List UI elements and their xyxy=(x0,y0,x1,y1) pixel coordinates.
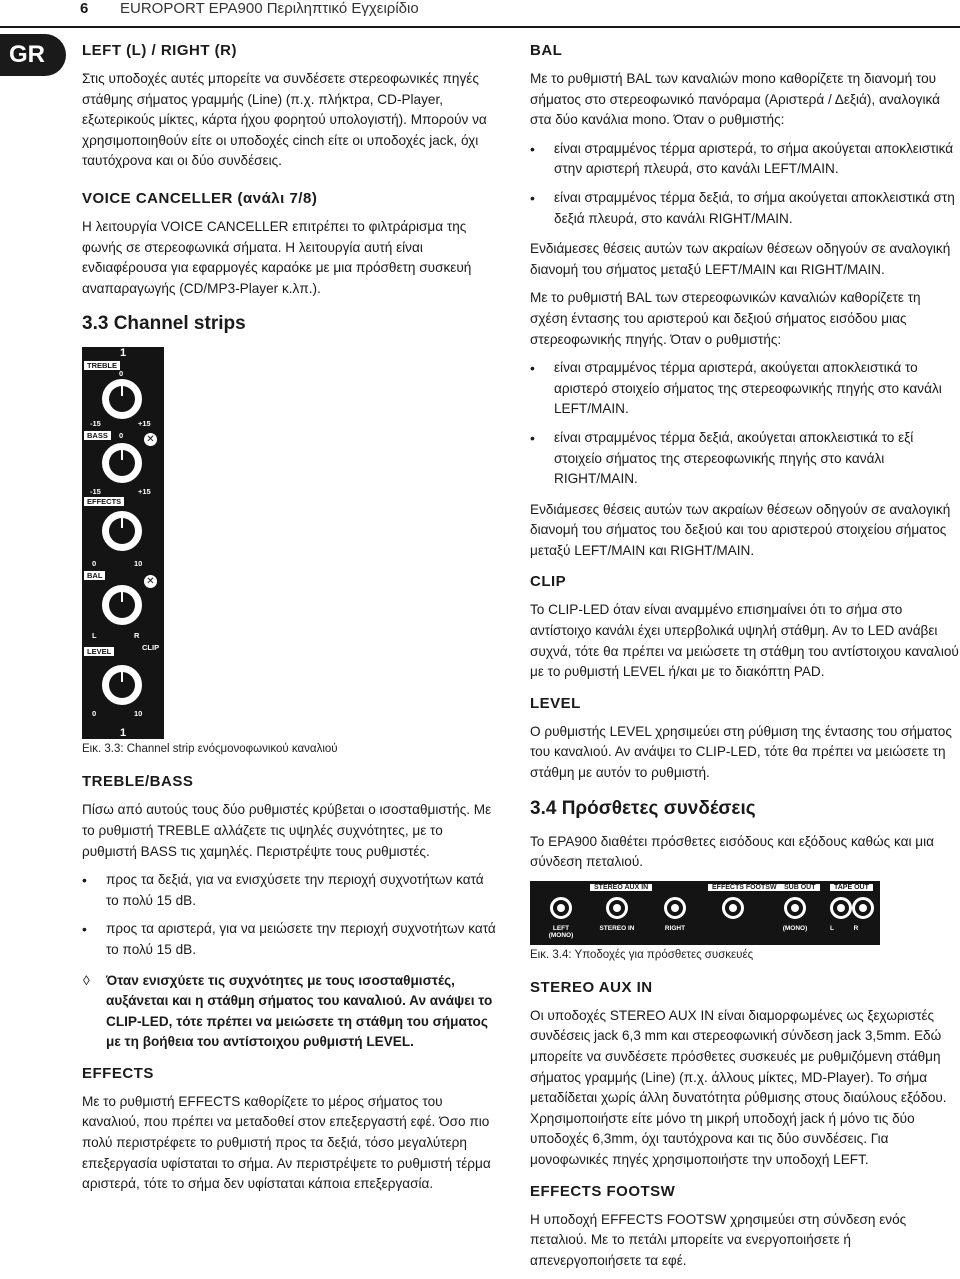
note-diamond-icon: ◊ xyxy=(83,972,90,988)
effects-max: 10 xyxy=(134,559,143,569)
page-number: 6 xyxy=(80,0,89,17)
bal-knob xyxy=(102,585,142,625)
list-item: • προς τα αριστερά, για να μειώσετε την περιοχή συχνοτήτων κατά το πολύ 15 dB. xyxy=(82,919,498,960)
bal-heading: BAL xyxy=(530,42,563,59)
clip-heading: CLIP xyxy=(530,573,567,591)
effects-label: EFFECTS xyxy=(84,497,124,506)
bal-r: R xyxy=(134,631,140,641)
bal-text-4: Ενδιάμεσες θέσεις αυτών των ακραίων θέσεων οδηγούν σε αναλογική διανομή του σήματος του δεξιού και του αριστερού στοιχείου σήματος μεταξύ LEFT/MAIN και RIGHT/MAIN. xyxy=(530,501,951,558)
treble-bass-list xyxy=(82,870,498,960)
level-heading: LEVEL xyxy=(530,694,581,712)
bass-label: BASS xyxy=(84,431,111,440)
treble-label: TREBLE xyxy=(84,361,120,370)
treble-min: -15 xyxy=(90,419,101,429)
stereo-aux-in-label: STEREO AUX IN xyxy=(590,884,652,891)
treble-bass-heading: TREBLE/BASS xyxy=(82,773,194,791)
right-jack-icon xyxy=(664,897,686,919)
effects-footsw-label: EFFECTS FOOTSW xyxy=(708,884,781,891)
section-3-4-text: Το EPA900 διαθέτει πρόσθετες εισόδους και εξόδους καθώς και μια σύνδεση πεταλιού. xyxy=(530,833,934,870)
bass-max: +15 xyxy=(138,487,151,497)
treble-bass-text: Πίσω από αυτούς τους δύο ρυθμιστές κρύβεται ο ισοσταθμιστής. Με το ρυθμιστή TREBLE αλλάζετε τις υψηλές συχνότητες, με το ρυθμιστή BASS τις χαμηλές. Περιστρέψτε τους ρυθμιστές. xyxy=(82,802,492,859)
effects-text: Με το ρυθμιστή EFFECTS καθορίζετε το μέρος σήματος του καναλιού, που πρέπει να μεταδοθεί στον επεξεργαστή εφέ. Όσο πιο πολύ περιστρέφετε το ρυθμιστή προς τα δεξιά, τόσο μεγαλύτερη επεξεργασία υφίσταται το σήμα. Αν περιστρέψετε το ρυθμιστή τέρμα αριστερά, τότε το σήμα δεν υφίσταται κάποια επεξεργασία. xyxy=(82,1093,491,1192)
bal-list-2 xyxy=(530,358,960,490)
effects-min: 0 xyxy=(92,559,97,569)
section-3-3-heading: 3.3 Channel strips xyxy=(82,313,246,335)
connector-panel-figure xyxy=(530,881,880,945)
bal-l: L xyxy=(92,631,97,641)
tape-l-label: L xyxy=(830,924,834,932)
level-min: 0 xyxy=(92,709,97,719)
bass-knob xyxy=(102,443,142,483)
tape-out-label: TAPE OUT xyxy=(830,884,873,891)
tape-out-r-jack-icon xyxy=(852,897,874,919)
tape-out-l-jack-icon xyxy=(830,897,852,919)
footsw-heading: EFFECTS FOOTSW xyxy=(530,1182,676,1200)
aux-heading: STEREO AUX IN xyxy=(530,978,653,996)
tape-r-label: R xyxy=(853,924,859,932)
lr-text: Στις υποδοχές αυτές μπορείτε να συνδέσετε στερεοφωνικές πηγές στάθμης σήματος γραμμής (Line) (π.χ. πλήκτρα, CD-Player, εξωτερικούς μίκτες, κάρτα ήχου φορητού υπολογιστή). Μπορούν να χρησιμοποιηθούν είτε οι υποδοχές cinch είτε οι υποδοχές jack, όχι ταυτόχρονα και οι δύο συνδέσεις. xyxy=(82,71,487,169)
stereo-in-label: STEREO IN xyxy=(599,924,635,932)
footsw-text: Η υποδοχή EFFECTS FOOTSW χρησιμεύει στη σύνδεση ενός πεταλιού. Με το πετάλι μπορείτε να ενεργοποιήσετε ή απενεργοποιήσετε τα εφέ. xyxy=(530,1211,907,1268)
list-item: • είναι στραμμένος τέρμα αριστερά, ακούγεται αποκλειστικά το αριστερό στοιχείο σήματος της στερεοφωνικής πηγής στο κανάλι LEFT/MAIN. xyxy=(530,358,960,420)
stereo-in-jack-icon xyxy=(606,897,628,919)
bal-screw-icon: ✕ xyxy=(144,575,157,588)
sub-out-label: SUB OUT xyxy=(780,884,820,891)
left-column xyxy=(82,40,498,1203)
section-3-4-heading: 3.4 Πρόσθετες συνδέσεις xyxy=(530,797,756,819)
vc-heading: VOICE CANCELLER (ανάλι 7/8) xyxy=(82,189,318,207)
strip-channel-number: 1 xyxy=(119,347,127,360)
mono-label: (MONO) xyxy=(782,924,808,932)
treble-knob xyxy=(102,379,142,419)
treble-zero: 0 xyxy=(119,369,124,379)
strip-caption: Εικ. 3.3: Channel strip ενόςμονοφωνικού καναλιού xyxy=(82,743,338,756)
panel-caption: Εικ. 3.4: Υποδοχές για πρόσθετες συσκευές xyxy=(530,948,754,961)
level-knob xyxy=(102,665,142,705)
list-item: • είναι στραμμένος τέρμα δεξιά, ακούγεται αποκλειστικά το εξί στοιχείο σήματος της στερεοφωνικής πηγής στο κανάλι RIGHT/MAIN. xyxy=(530,428,960,490)
level-label: LEVEL xyxy=(84,647,114,656)
treble-max: +15 xyxy=(138,419,151,429)
level-max: 10 xyxy=(134,709,143,719)
left-jack-icon xyxy=(550,897,572,919)
list-item: • είναι στραμμένος τέρμα αριστερά, το σήμα ακούγεται αποκλειστικά στην αριστερή πλευρά, στο κανάλι LEFT/MAIN. xyxy=(530,139,960,180)
bal-label: BAL xyxy=(84,571,105,580)
language-tab: GR xyxy=(0,34,66,76)
bass-screw-icon: ✕ xyxy=(144,433,157,446)
right-label: RIGHT xyxy=(664,924,686,932)
header-rule xyxy=(0,26,960,28)
bal-text-3: Με το ρυθμιστή BAL των στερεοφωνικών καναλιών καθορίζετε τη σχέση έντασης του αριστερού και δεξιού σήματος εισόδου μιας στερεοφωνικής πηγής. Όταν ο ρυθμιστής: xyxy=(530,290,921,347)
aux-text: Οι υποδοχές STEREO AUX IN είναι διαμορφωμένες ως ξεχωριστές συνδέσεις jack 6,3 mm και στερεοφωνική σύνδεση jack 3,5mm. Εδώ μπορείτε να συνδέσετε πρόσθετες συσκευές με ρυθμιζόμενη στάθμη σήματος γραμμής (Line) (π.χ. άλλους μίκτες, MD-Player). Το σήμα μεταδίδεται χωρίς άλλη δυνατότητα ρύθμισης στους διαύλους εξόδου. Χρησιμοποιήστε είτε μόνο τη μικρή υποδοχή jack ή μόνο τις δύο υποδοχές 6,3mm, όχι ταυτόχρονα και τις δύο συνδέσεις. Για μονοφωνικές πηγές χρησιμοποιήστε την υποδοχή LEFT. xyxy=(530,1007,947,1167)
running-title: EUROPORT EPA900 Περιληπτικό Εγχειρίδιο xyxy=(120,0,419,17)
lr-heading: LEFT (L) / RIGHT (R) xyxy=(82,42,237,59)
bal-text-2: Ενδιάμεσες θέσεις αυτών των ακραίων θέσεων οδηγούν σε αναλογική διανομή του σήματος μεταξύ LEFT/MAIN και RIGHT/MAIN. xyxy=(530,241,951,277)
strip-channel-number-bottom: 1 xyxy=(119,727,127,740)
left-mono-label: LEFT (MONO) xyxy=(548,924,574,939)
sub-out-jack-icon xyxy=(784,897,806,919)
channel-strip-figure xyxy=(82,347,164,739)
list-item: • είναι στραμμένος τέρμα δεξιά, το σήμα ακούγεται αποκλειστικά στη δεξιά πλευρά, στο κανάλι RIGHT/MAIN. xyxy=(530,188,960,229)
list-item: • προς τα δεξιά, για να ενισχύσετε την περιοχή συχνοτήτων κατά το πολύ 15 dB. xyxy=(82,870,498,911)
effects-heading: EFFECTS xyxy=(82,1064,154,1082)
bass-zero: 0 xyxy=(119,431,124,441)
bal-list-1 xyxy=(530,139,960,229)
effects-knob xyxy=(102,511,142,551)
level-text: Ο ρυθμιστής LEVEL χρησιμεύει στη ρύθμιση της έντασης του σήματος του καναλιού. Αν ανάψει το CLIP-LED, τότε θα πρέπει να μειώσετε τη στάθμη με αυτόν το ρυθμιστή. xyxy=(530,723,952,781)
vc-text: Η λειτουργία VOICE CANCELLER επιτρέπει το φιλτράρισμα της φωνής σε στερεοφωνικά σήματα. Η λειτουργία αυτή είναι ενδιαφέρουσα για εφαρμογές καραόκε με μια πρόσθετη συσκευή αναπαραγωγής (CD/MP3-Player κ.λπ.). xyxy=(82,218,472,296)
right-column xyxy=(530,40,960,1279)
note-text: Όταν ενισχύετε τις συχνότητες με τους ισοσταθμιστές, αυξάνεται και η στάθμη σήματος του καναλιού. Αν ανάψει το CLIP-LED, τότε πρέπει να μειώσετε τη στάθμη του σήματος με τη βοήθεια του αντίστοιχου ρυθμιστή LEVEL. xyxy=(106,972,493,1050)
clip-led-label: CLIP xyxy=(142,643,160,653)
bal-text-1: Με το ρυθμιστή BAL των καναλιών mono καθορίζετε τη διανομή του σήματος στο στερεοφωνικό πανόραμα (Αριστερά / Δεξιά), αναλογικά στα δύο κανάλια mono. Όταν ο ρυθμιστής: xyxy=(530,71,940,128)
treble-bass-note xyxy=(82,971,498,1053)
clip-text: Το CLIP-LED όταν είναι αναμμένο επισημαίνει ότι το σήμα στο αντίστοιχο κανάλι έχει υπερβολικά υψηλή στάθμη. Αν το LED ανάβει συχνά, τότε θα πρέπει να μειώσετε τη στάθμη του αντίστοιχου καναλιού με το ρυθμιστή LEVEL ή/και με το διακόπτη PAD. xyxy=(530,602,959,680)
footswitch-jack-icon xyxy=(722,897,744,919)
bass-min: -15 xyxy=(90,487,101,497)
